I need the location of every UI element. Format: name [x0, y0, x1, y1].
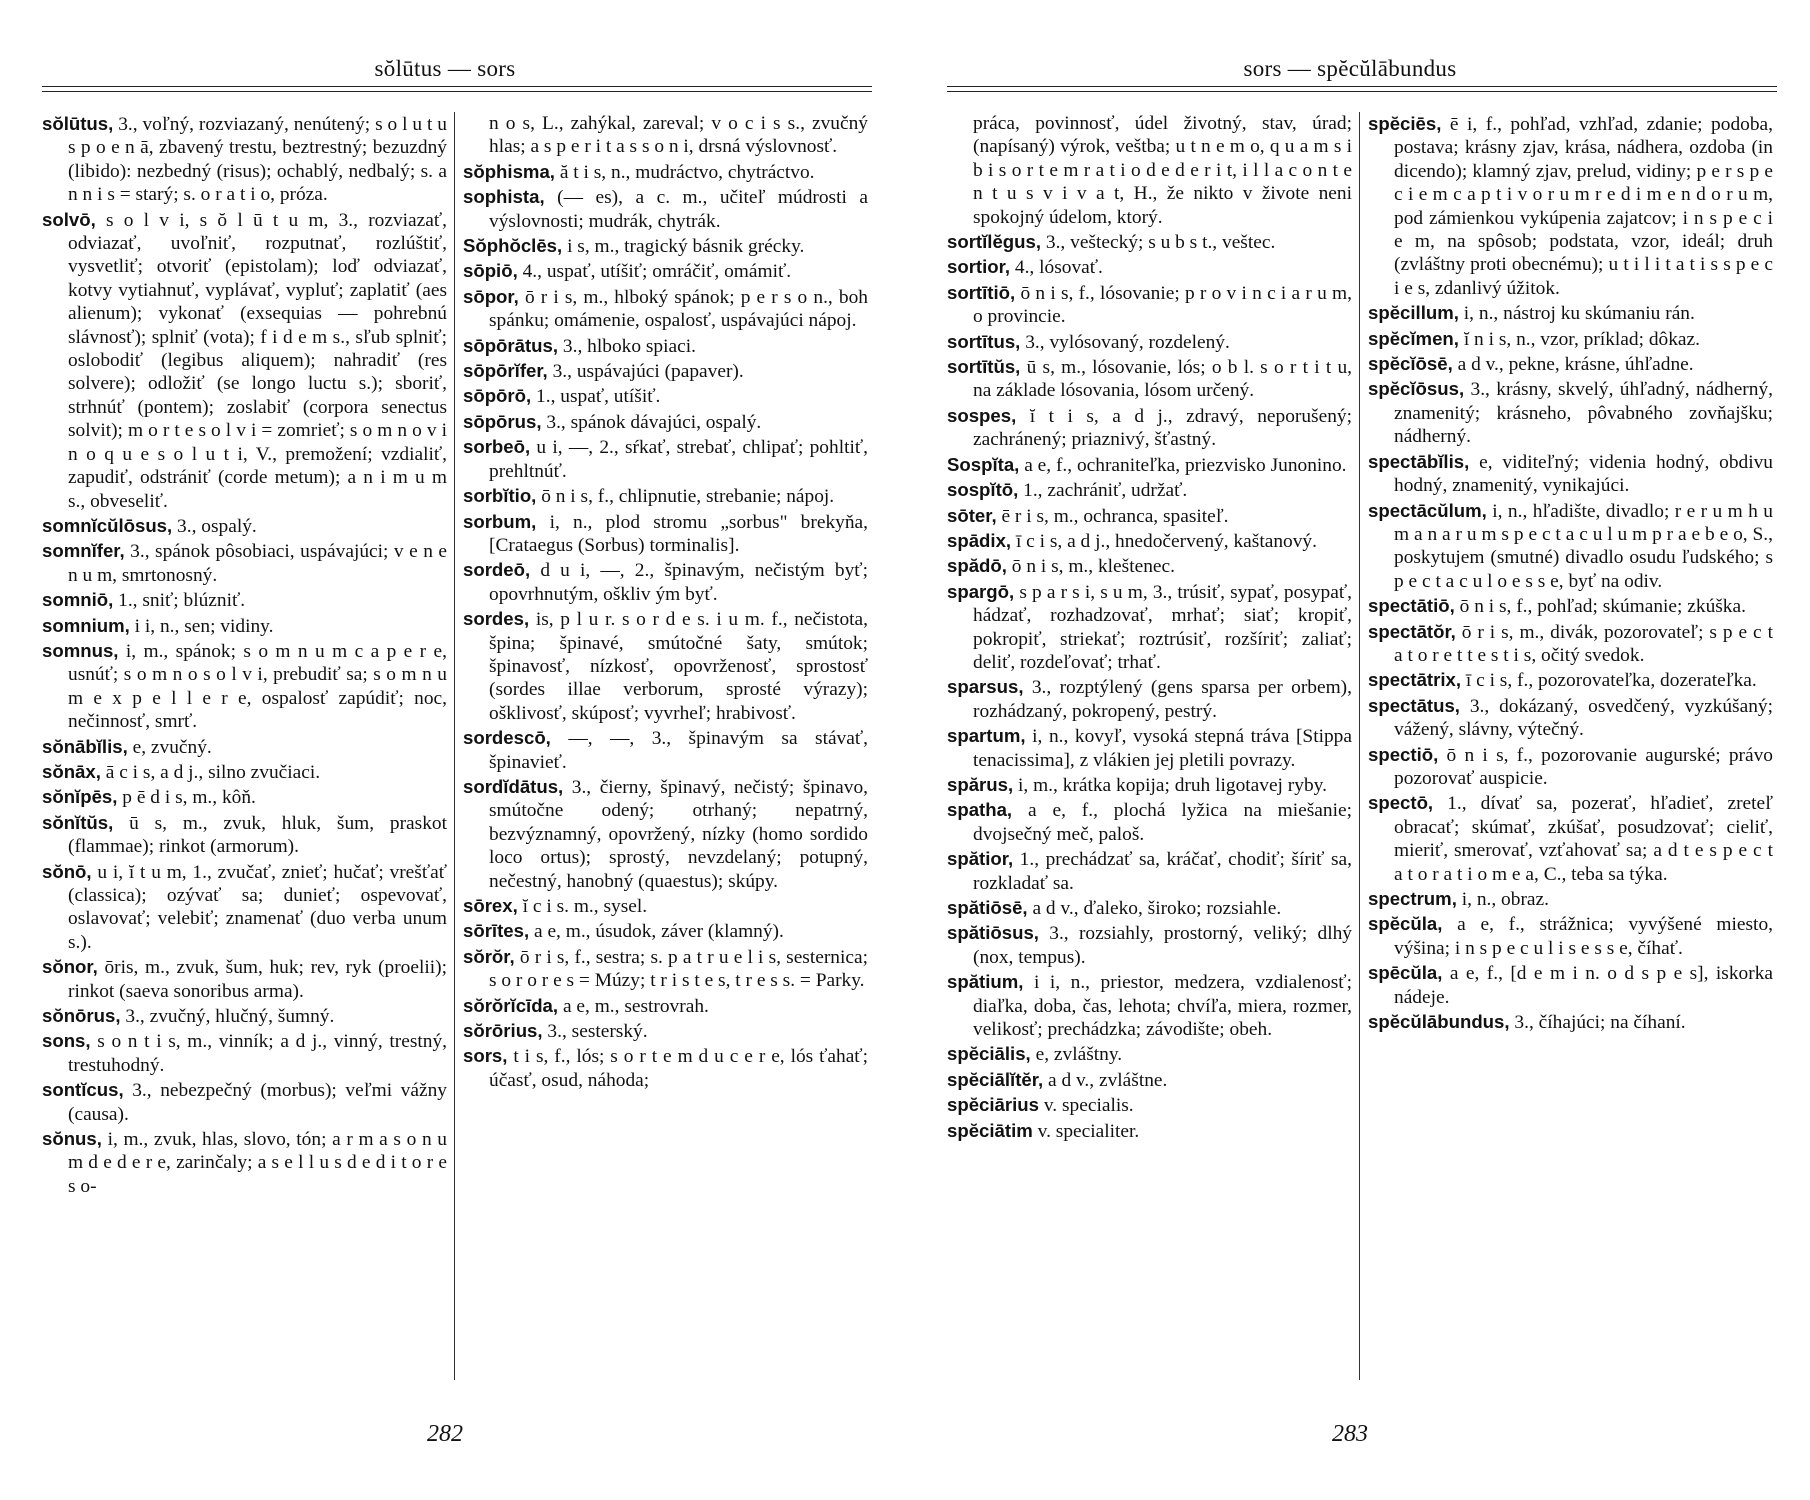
entry-headword: sŏrŏrĭcīda, [463, 994, 559, 1016]
entry-definition: t i s, f., lós; s o r t e m d u c e r e, lós ťahať; účasť, osud, náhoda; [489, 1046, 868, 1091]
dictionary-entry [947, 847, 1352, 895]
entry-definition: ō n i s, f., pozorovanie augurské; právo pozorovať auspicie. [1394, 744, 1773, 789]
entry-headword: spargō, [947, 580, 1015, 602]
entry-headword: sŏnōrus, [42, 1005, 121, 1027]
header-rule [42, 86, 872, 92]
dictionary-entry [42, 1078, 447, 1126]
entry-definition: 3., veštecký; s u b s t., veštec. [1045, 232, 1276, 254]
entry-definition: ĭ c i s. m., sysel. [522, 896, 648, 917]
running-head: sors — spĕcŭlābundus [1243, 56, 1457, 81]
entry-headword: sōrex, [463, 895, 518, 916]
entry-headword: sŏnor, [42, 956, 98, 978]
entry-definition: ō n i s, f., pohľad; skúmanie; zkúška. [1459, 596, 1746, 618]
entry-headword: spatha, [947, 799, 1013, 821]
dictionary-entry [1368, 961, 1773, 1009]
entry-headword: spēcŭla, [1368, 962, 1443, 984]
entry-definition: e, viditeľný; videnia hodný, obdivu hodný, znamenitý, vynikajúci. [1394, 451, 1773, 497]
dictionary-entry [947, 970, 1352, 1041]
dictionary-column [42, 112, 447, 1388]
dictionary-entry [463, 1019, 868, 1043]
dictionary-entry [947, 281, 1352, 329]
entry-headword: sōpor, [463, 285, 519, 307]
entry-definition: i, n., kovyľ, vysoká stepná tráva [Stippa tenacissima], z vlákien jej pletili povrazy. [973, 726, 1352, 771]
entry-definition: e, zvláštny. [1035, 1044, 1123, 1066]
dictionary-entry [1368, 887, 1773, 911]
dictionary-entry [42, 811, 447, 859]
entry-headword: spectātrix, [1368, 669, 1462, 691]
dictionary-entry [947, 255, 1352, 279]
entry-headword: spectrum, [1368, 888, 1457, 909]
entry-definition: 3., krásny, skvelý, úhľadný, nádherný, znamenitý; krásneho, pôvabného zovňajšku; nádherný. [1394, 379, 1773, 448]
entry-headword: sordĭdātus, [463, 775, 564, 797]
entry-headword: spĕcĭmen, [1368, 327, 1459, 349]
dictionary-column [947, 112, 1352, 1388]
entry-headword: spĕciālĭtĕr, [947, 1068, 1044, 1090]
dictionary-entry [463, 726, 868, 774]
entry-headword: sŏnābĭlis, [42, 735, 128, 757]
dictionary-entry [947, 355, 1352, 403]
entry-definition: ō r i s, f., sestra; s. p a t r u e l i s, sesternica; s o r o r e s = Múzy; t r i s t e s, t r e s s. = Parky. [489, 946, 868, 992]
entry-definition: a e, m., úsudok, záver (klamný). [534, 921, 784, 943]
entry-headword: spartum, [947, 725, 1026, 747]
dictionary-entry [1368, 668, 1773, 692]
entry-headword: spărus, [947, 773, 1014, 795]
entry-definition: —, —, 3., špinavým sa stávať, špinavieť. [489, 728, 868, 773]
dictionary-entry [947, 330, 1352, 354]
entry-headword: spectābĭlis, [1368, 450, 1470, 472]
dictionary-entry [947, 504, 1352, 528]
dictionary-entry [947, 724, 1352, 772]
entry-definition: e, zvučný. [132, 736, 212, 758]
dictionary-entry [463, 435, 868, 483]
entry-definition: u i, —, 2., sŕkať, strebať, chlipať; pohltiť, prehltnúť. [489, 437, 868, 482]
entry-definition: i s, m., tragický básnik grécky. [567, 236, 805, 258]
entry-headword: Sospĭta, [947, 453, 1020, 475]
entry-headword: spĕciātim [947, 1119, 1033, 1141]
entry-headword: spătium, [947, 971, 1024, 993]
entry-definition: 3., rozptýlený (gens sparsa per orbem), rozhádzaný, pokropený, pestrý. [973, 677, 1352, 722]
entry-definition: ă t i s, n., mudráctvo, chytráctvo. [559, 161, 815, 183]
dictionary-entry [1368, 327, 1773, 351]
dictionary-entry [463, 1044, 868, 1092]
entry-definition: v. specialis. [1043, 1095, 1134, 1117]
dictionary-entry [1368, 450, 1773, 498]
dictionary-entry [463, 112, 868, 159]
entry-definition: n o s, L., zahýkal, zareval; v o c i s s., zvučný hlas; a s p e r i t a s s o n i, drsná výslovnosť. [489, 113, 868, 158]
dictionary-entry [463, 334, 868, 358]
entry-headword: sōpōrĭfer, [463, 360, 548, 382]
entry-definition: 3., zvučný, hlučný, šumný. [125, 1006, 335, 1028]
dictionary-entry [42, 514, 447, 538]
entry-headword: sōpiō, [463, 260, 518, 282]
entry-definition: ā c i s, a d j., silno zvučiaci. [105, 761, 321, 783]
entry-headword: spĕciārius [947, 1094, 1039, 1116]
entry-headword: spătiōsē, [947, 897, 1028, 918]
entry-headword: sors, [463, 1045, 508, 1067]
entry-headword: Sŏphŏclēs, [463, 235, 563, 257]
dictionary-entry [1368, 301, 1773, 325]
entry-headword: sortior, [947, 256, 1011, 278]
entry-definition: i, m., krátka kopija; druh ligotavej ryby. [1018, 774, 1327, 796]
entry-headword: sordes, [463, 608, 530, 630]
entry-headword: spectātus, [1368, 694, 1460, 716]
entry-headword: sŏlūtus, [42, 113, 114, 134]
entry-headword: sōpōrātus, [463, 334, 559, 356]
entry-definition: 3., nebezpečný (morbus); veľmi vážny (causa). [68, 1080, 447, 1125]
dictionary-entry [1368, 377, 1773, 448]
page-number: 283 [1332, 1421, 1368, 1447]
dictionary-entry [947, 529, 1352, 553]
entry-headword: spĕciēs, [1368, 113, 1442, 134]
entry-definition: 3., uspávajúci (papaver). [552, 361, 744, 383]
entry-definition: ō n i s, f., lósovanie; p r o v i n c i a r u m, o provincie. [973, 282, 1352, 328]
entry-definition: ē i, f., pohľad, vzhľad, zdanie; podoba, postava; krásny zjav, krása, nádhera, ozdoba (in dicendo); klamný zjav, prelud, vidiny; p e r s p e c i e m c a p t i v o r u m r e d i m e n d o r u m, pod zámienkou vykúpenia zajatcov; i n s p e c i e m, na spôsob; podstata, vzor, ideál; druh (zvláštny proti obecnému); u t i l i t a t i s s p e c i e s, zdanlivý úžitok. [1394, 114, 1773, 299]
entry-definition: 3., číhajúci; na číhaní. [1514, 1012, 1686, 1034]
entry-headword: spectācŭlum, [1368, 499, 1487, 521]
entry-definition: a e, f., ochraniteľka, priezvisko Junonino. [1024, 454, 1347, 476]
dictionary-entry [947, 453, 1352, 477]
entry-definition: 3., hlboko spiaci. [562, 335, 696, 357]
entry-definition: ĭ t i s, a d j., zdravý, neporušený; zachránený; priaznivý, šťastný. [973, 405, 1352, 451]
dictionary-entry [463, 359, 868, 383]
dictionary-entry [947, 1119, 1352, 1143]
entry-definition: ō r i s, m., hlboký spánok; p e r s o n., boh spánku; omámenie, ospalosť, uspávajúci nápoj. [489, 286, 868, 332]
entry-headword: sōpōrus, [463, 410, 542, 432]
entry-definition: a e, f., [d e m i n. o d s p e s], iskorka nádeje. [1394, 963, 1773, 1008]
entry-definition: i, n., obraz. [1461, 889, 1549, 910]
entry-headword: sordescō, [463, 727, 551, 749]
entry-definition: ō r i s, m., divák, pozorovateľ; s p e c t a t o r e t t e s t i s, očitý svedok. [1394, 621, 1773, 666]
entry-definition: (— es), a c. m., učiteľ múdrosti a výslovnosti; mudrák, chytrák. [489, 187, 868, 232]
entry-headword: spĕcĭōsus, [1368, 378, 1465, 400]
entry-definition: i, m., spánok; s o m n u m c a p e r e, usnúť; s o m n o s o l v i, prebudiť sa; s o m n u m e x p e l l e r e, ospalosť zapúdiť; noc, nečinnosť, smrť. [68, 640, 447, 733]
dictionary-column [1368, 112, 1773, 1388]
entry-definition: 3., sesterský. [547, 1021, 648, 1043]
entry-headword: sŏphisma, [463, 160, 555, 182]
entry-headword: somnium, [42, 614, 130, 636]
dictionary-entry [463, 259, 868, 283]
dictionary-entry [42, 1029, 447, 1077]
entry-headword: sortītiō, [947, 281, 1016, 303]
dictionary-entry [42, 588, 447, 612]
dictionary-entry [947, 773, 1352, 797]
entry-headword: sŏnāx, [42, 760, 101, 782]
entry-definition: ĭ n i s, n., vzor, príklad; dôkaz. [1463, 328, 1700, 350]
entry-headword: spĕciālis, [947, 1043, 1031, 1065]
dictionary-entry [463, 410, 868, 434]
entry-definition: i i, n., priestor, medzera, vzdialenosť; diaľka, doba, čas, lehota; chvíľa, miera, rozmer, velikosť; prechádzka; závodište; obeh. [973, 972, 1352, 1041]
dictionary-entry [1368, 594, 1773, 618]
entry-definition: a d v., pekne, krásne, úhľadne. [1457, 354, 1694, 376]
dictionary-entry [463, 384, 868, 408]
entry-headword: sŏnus, [42, 1128, 102, 1150]
entry-headword: spectiō, [1368, 743, 1439, 765]
entry-definition: ī c i s, f., pozorovateľka, dozerateľka. [1465, 670, 1757, 692]
entry-headword: spĕcillum, [1368, 302, 1459, 324]
dictionary-entry [1368, 694, 1773, 742]
entry-headword: sōpōrō, [463, 385, 532, 407]
dictionary-entry [463, 185, 868, 233]
entry-headword: sophista, [463, 186, 545, 208]
dictionary-entry [42, 760, 447, 784]
entry-headword: somnus, [42, 639, 119, 661]
entry-definition: 4., uspať, utíšiť; omráčiť, omámiť. [522, 261, 792, 283]
dictionary-entry [42, 614, 447, 638]
entry-definition: ī c i s, a d j., hnedočervený, kaštanový. [1015, 530, 1317, 552]
dictionary-entry [947, 1042, 1352, 1066]
entry-definition: i i, n., sen; vidiny. [134, 615, 274, 637]
entry-definition: i, n., nástroj ku skúmaniu rán. [1463, 303, 1695, 325]
dictionary-entry [463, 945, 868, 993]
dictionary-entry [947, 798, 1352, 846]
entry-headword: spĕcĭōsē, [1368, 353, 1453, 375]
entry-headword: sospĭtō, [947, 479, 1019, 501]
entry-headword: sontĭcus, [42, 1079, 124, 1101]
dictionary-entry [947, 1068, 1352, 1092]
entry-definition: 3., spánok dávajúci, ospalý. [546, 411, 762, 433]
dictionary-entry [463, 510, 868, 558]
dictionary-entry [1368, 1010, 1773, 1034]
entry-headword: somnĭcŭlōsus, [42, 514, 173, 536]
entry-definition: a d v., zvláštne. [1048, 1069, 1168, 1091]
entry-definition: s o l v i, s ŏ l ū t u m, 3., rozviazať, odviazať, uvoľniť, rozputnať, rozlúštiť, vysvetliť; otvoriť (epistolam); loď odviazať, kotvy vytiahnuť, vyplávať, vypluť; zaplatiť (aes alienum); vykonať (exsequias — pohrebnú slávnosť); splniť (vota); f i d e m s., sľub splniť; oslobodiť (legibus aliquem); nahradiť (res solvere); odložiť (se longo luctu s.); sboriť, strhnúť (pontem); zoslabiť (corpora senectus solvit); m o r t e s o l v i = zomrieť; s o m n o v i n o q u e s o l u t i, V., premožení; vzdialiť, zapudiť, odstrániť (corde metum); a n i m u m s., obveseliť. [68, 209, 447, 512]
dictionary-entry [1368, 499, 1773, 594]
entry-definition: ō n i s, m., kleštenec. [1011, 556, 1175, 578]
entry-definition: a e, f., plochá lyžica na miešanie; dvojsečný meč, paloš. [973, 800, 1352, 845]
dictionary-entry [42, 955, 447, 1003]
entry-headword: somnĭfer, [42, 540, 125, 562]
entry-headword: spādix, [947, 529, 1012, 551]
entry-headword: sorbum, [463, 510, 537, 532]
entry-headword: sŏnĭpēs, [42, 786, 118, 808]
entry-definition: d u i, —, 2., špinavým, nečistým byť; opovrhnutým, oškliv ým byť. [489, 560, 868, 605]
entry-headword: sorbeō, [463, 436, 531, 458]
dictionary-entry [947, 478, 1352, 502]
entry-definition: ū s, m., zvuk, hluk, šum, praskot (flammae); rinkot (armorum). [68, 812, 447, 858]
dictionary-entry [947, 554, 1352, 578]
entry-definition: 4., lósovať. [1014, 257, 1103, 279]
entry-headword: sortĭlĕgus, [947, 231, 1042, 253]
dictionary-entry [947, 112, 1352, 229]
column-divider [454, 112, 455, 1380]
entry-definition: 1., dívať sa, pozerať, hľadieť, zreteľ obracať; skúmať, zkúšať, posudzovať; cieliť, mieriť, smerovať, vzťahovať sa; a d t e s p e c t a t o r a t i o m e a, C., teba sa týka. [1394, 793, 1773, 885]
dictionary-entry [1368, 743, 1773, 791]
entry-headword: sōter, [947, 504, 997, 526]
dictionary-entry [947, 230, 1352, 254]
entry-headword: spectātŏr, [1368, 620, 1456, 642]
entry-definition: 3., čierny, špinavý, nečistý; špinavo, smútočne odený; otrhaný; nepatrný, bezvýznamný, opovržený, nízky (homo sordido loco ortus); sprostý, nevzdelaný; potupný, nečestný, hanobný (quaestus); skúpy. [489, 776, 868, 892]
dictionary-entry [463, 484, 868, 508]
entry-headword: sortītŭs, [947, 356, 1021, 378]
dictionary-entry [42, 860, 447, 955]
entry-headword: sŏnō, [42, 860, 92, 882]
entry-definition: 1., zachrániť, udržať. [1023, 480, 1188, 502]
header-rule [947, 86, 1777, 92]
entry-headword: sons, [42, 1030, 91, 1052]
entry-definition: ē r i s, m., ochranca, spasiteľ. [1001, 505, 1229, 527]
entry-definition: i, m., zvuk, hlas, slovo, tón; a r m a s o n u m d e d e r e, zarinčaly; a s e l l u s d e d i t o r e s o- [68, 1129, 447, 1197]
entry-headword: sorbĭtio, [463, 485, 537, 507]
dictionary-entry [463, 285, 868, 333]
entry-headword: somniō, [42, 589, 114, 611]
dictionary-entry [463, 994, 868, 1018]
dictionary-entry [1368, 620, 1773, 668]
entry-headword: spătior, [947, 848, 1014, 870]
entry-definition: a e, f., strážnica; vyvýšené miesto, výšina; i n s p e c u l i s e s s e, číhať. [1394, 914, 1773, 959]
entry-definition: ōris, m., zvuk, šum, huk; rev, ryk (proelii); rinkot (saeva sonoribus arma). [68, 957, 447, 1002]
entry-headword: spătiōsus, [947, 922, 1039, 944]
dictionary-entry [42, 639, 447, 734]
entry-definition: 3., dokázaný, osvedčený, vyzkúšaný; vážený, slávny, výtečný. [1394, 695, 1773, 741]
entry-definition: 3., vylósovaný, rozdelený. [1025, 331, 1230, 353]
column-divider [1359, 112, 1360, 1380]
dictionary-entry [1368, 791, 1773, 886]
entry-definition: 3., spánok pôsobiaci, uspávajúci; v e n e n u m, smrtonosný. [68, 541, 447, 586]
entry-definition: i, n., plod stromu „sorbus" brekyňa, [Crataegus (Sorbus) torminalis]. [489, 511, 868, 556]
dictionary-entry [1368, 352, 1773, 376]
entry-headword: sortītus, [947, 330, 1021, 352]
dictionary-entry [42, 1127, 447, 1198]
dictionary-column [463, 112, 868, 1388]
entry-headword: sparsus, [947, 676, 1024, 698]
dictionary-entry [1368, 912, 1773, 960]
entry-headword: sordeō, [463, 559, 531, 581]
running-head: sŏlūtus — sors [374, 56, 516, 81]
dictionary-entry [42, 735, 447, 759]
entry-definition: u i, ĭ t u m, 1., zvučať, znieť; hučať; vrešťať (classica); ozývať sa; dunieť; ospevovať, oslavovať; velebiť; znamenať (duo verba unum s.). [68, 861, 447, 953]
right-page [905, 0, 1795, 1500]
dictionary-entry [42, 785, 447, 809]
dictionary-entry [42, 1004, 447, 1028]
dictionary-entry [463, 160, 868, 184]
entry-headword: sōrītes, [463, 920, 530, 942]
entry-definition: 3., ospalý. [177, 515, 257, 537]
dictionary-entry [947, 1093, 1352, 1117]
entry-definition: 1., prechádzať sa, kráčať, chodiť; šíriť sa, rozkladať sa. [973, 849, 1352, 894]
entry-definition: 3., voľný, rozviazaný, nenútený; s o l u t u s p o e n ā, zbavený trestu, beztrestný; bezuzdný (libido): nezbedný (risus); ochablý, nedbalý; s. a n n i s = starý; s. o r a t i o, próza. [68, 114, 447, 206]
entry-headword: sŏnĭtŭs, [42, 811, 114, 833]
entry-headword: spădō, [947, 555, 1007, 577]
entry-definition: a d v., ďaleko, široko; rozsiahle. [1032, 898, 1282, 919]
dictionary-entry [463, 775, 868, 893]
page-number: 282 [427, 1421, 463, 1447]
dictionary-entry [947, 580, 1352, 675]
dictionary-entry [463, 234, 868, 258]
entry-definition: práca, povinnosť, údel životný, stav, úrad; (napísaný) výrok, veštba; u t n e m o, q u a m s i b i s o r t e m r a t i o d e d e r i t, i l l a c o n t e n t u s v i v a t, H., že nikto v živote neni spokojný údelom, ktorý. [973, 113, 1352, 228]
dictionary-entry [463, 607, 868, 725]
entry-definition: ō n i s, f., chlipnutie, strebanie; nápoj. [541, 486, 835, 508]
entry-definition: s o n t i s, m., vinník; a d j., vinný, trestný, trestuhodný. [68, 1031, 447, 1076]
entry-headword: spectātiō, [1368, 595, 1455, 617]
entry-definition: 3., rozsiahly, prostorný, veliký; dlhý (nox, tempus). [973, 923, 1352, 968]
entry-headword: sospes, [947, 404, 1017, 426]
entry-definition: 1., uspať, utíšiť. [536, 386, 661, 408]
dictionary-entry [42, 208, 447, 513]
entry-headword: spĕcŭla, [1368, 913, 1443, 935]
dictionary-entry [42, 539, 447, 587]
dictionary-entry [42, 112, 447, 207]
dictionary-entry [463, 919, 868, 943]
dictionary-entry [947, 675, 1352, 723]
entry-definition: s p a r s i, s u m, 3., trúsiť, sypať, posypať, hádzať, rozhadzovať, mrhať; siať; kropiť, pokropiť, striekať; roztrúsiť, rozšíriť; zaliať; deliť, rozdeľovať; trhať. [973, 581, 1352, 673]
dictionary-entry [1368, 112, 1773, 300]
entry-headword: sŏrōrius, [463, 1020, 543, 1042]
entry-definition: is, p l u r. s o r d e s. i u m. f., nečistota, špina; špinavé, smútočné šaty, smútok; špinavosť, nízkosť, opovrženosť, sprostosť (sordes illae verborum, sprosté výrazy); ošklivosť, skúposť; vyvrheľ; hrabivosť. [489, 609, 868, 724]
entry-definition: ū s, m., lósovanie, lós; o b l. s o r t i t u, na základe lósovania, lósom určený. [973, 357, 1352, 402]
dictionary-entry [947, 921, 1352, 969]
entry-headword: solvō, [42, 208, 96, 230]
entry-definition: p ē d i s, m., kôň. [122, 787, 256, 809]
dictionary-entry [947, 896, 1352, 920]
dictionary-entry [463, 894, 868, 918]
entry-headword: spectō, [1368, 792, 1434, 814]
entry-headword: spĕcŭlābundus, [1368, 1011, 1510, 1033]
entry-headword: sŏrŏr, [463, 945, 515, 967]
entry-definition: i, n., hľadište, divadlo; r e r u m h u m a n a r u m s p e c t a c u l u m p r a e b e o, S., poskytujem (smutné) divadlo osudu ľudského; s p e c t a c u l o e s s e, byť na odiv. [1394, 500, 1773, 592]
entry-definition: v. specialiter. [1037, 1120, 1140, 1142]
left-page [0, 0, 890, 1500]
entry-definition: 1., sniť; blúzniť. [118, 590, 246, 612]
entry-definition: a e, m., sestrovrah. [562, 995, 709, 1017]
dictionary-entry [947, 404, 1352, 452]
dictionary-entry [463, 558, 868, 606]
